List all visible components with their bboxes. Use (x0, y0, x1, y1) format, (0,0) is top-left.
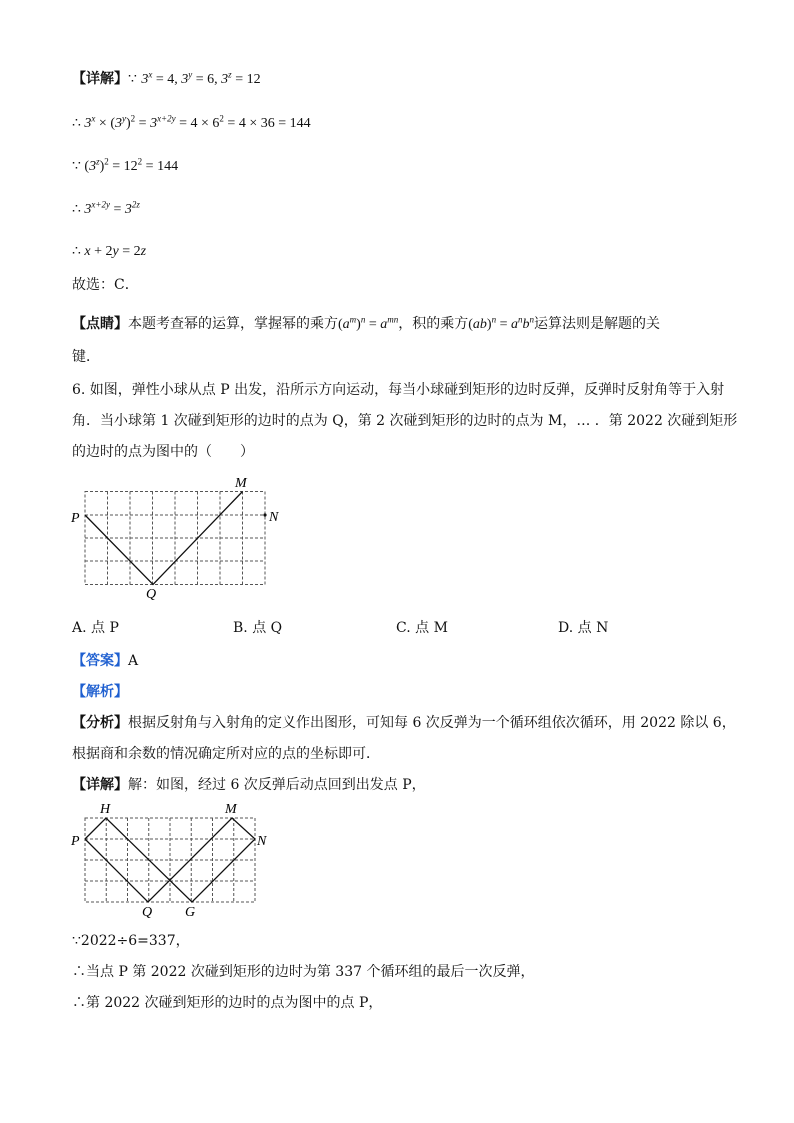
analysis-heading (72, 683, 128, 701)
tip-text-2: ，积的乘方 (398, 316, 469, 332)
q6-detail-label: 【详解】 (72, 777, 128, 793)
equation-step2: ∵ $(3^z)^2 = 12^2 = 144$ (72, 156, 179, 174)
q6-detail-line (72, 776, 426, 794)
option-a: A. 点 P (72, 620, 119, 636)
power-rule-formula: $(a^m)^n = a^{mn}$ (338, 314, 399, 332)
fig2-label-G: G (185, 905, 196, 920)
analysis-line1 (72, 714, 736, 732)
q5-step3 (72, 200, 140, 219)
q5-tip-line2: 键． (72, 349, 100, 365)
q5-step2 (72, 157, 178, 176)
fig1-label-P: P (71, 511, 80, 526)
tip-text-3: 运算法则是解题的关 (534, 316, 660, 332)
q6-stem-line3: 的边时的点为图中的（ ） (72, 444, 254, 460)
equation-step4: ∴ x + 2y = 2z (72, 244, 147, 259)
tip-text-1: 本题考查幂的运算，掌握幂的乘方 (128, 316, 338, 332)
product-rule-formula: $(ab)^n = a^nb^n$ (468, 314, 534, 332)
detail-label: 【详解】 (72, 71, 128, 87)
fig2-label-Q: Q (142, 905, 153, 920)
option-d: D. 点 N (558, 620, 609, 636)
fig1-label-Q: Q (146, 587, 157, 600)
tip-label: 【点睛】 (72, 316, 128, 332)
since-symbol: ∵ (128, 71, 142, 87)
q5-step4 (72, 242, 146, 261)
q5-detail-line (72, 70, 261, 89)
q6-stem-line1: 6. 如图，弹性小球从点 P 出发，沿所示方向运动，每当小球碰到矩形的边时反弹，反弹时反射角等于入射 (72, 382, 725, 398)
figure-2-grid (62, 798, 282, 928)
q6-detail-text: 解：如图，经过 6 次反弹后动点回到出发点 P， (128, 777, 426, 793)
solution-line1: ∵2022÷6=337， (72, 933, 190, 949)
answer-label: 【答案】 (72, 653, 128, 669)
given-equations: $3^x = 4$, $3^y = 6$, $3^z = 12$ (141, 69, 261, 87)
q6-stem-line2: 角．当小球第 1 次碰到矩形的边时的点为 Q，第 2 次碰到矩形的边时的点为 M，… ．第 2022 次碰到矩形 (72, 413, 738, 429)
q5-step1 (72, 114, 311, 133)
fig1-label-M: M (235, 476, 247, 491)
figure-1-grid (62, 470, 302, 600)
fig2-label-P: P (71, 834, 80, 849)
q5-choice: 故选：C． (72, 277, 139, 293)
option-c: C. 点 M (396, 620, 448, 636)
analysis-label: 【解析】 (72, 684, 128, 700)
solution-line3: ∴第 2022 次碰到矩形的边时的点为图中的点 P， (72, 995, 383, 1011)
answer-line (72, 652, 138, 670)
q5-tip-line1 (72, 315, 660, 334)
fig2-label-N: N (257, 834, 267, 849)
equation-step3: ∴ $3^{x+2y} = 3^{2z}$ (72, 199, 140, 217)
option-b: B. 点 Q (233, 620, 283, 636)
analysis-line2: 根据商和余数的情况确定所对应的点的坐标即可． (72, 746, 380, 762)
fig2-label-H: H (100, 802, 111, 817)
analysis-text-1: 根据反射角与入射角的定义作出图形，可知每 6 次反弹为一个循环组依次循环，用 2022 除以 6， (128, 715, 736, 731)
fig2-label-M: M (225, 802, 237, 817)
fig1-label-N: N (269, 510, 279, 525)
equation-step1: ∴ $3^x \times (3^y)^2 = 3^{x+2y} = 4 \times 6^2 = 4 \times 36 = 144$ (72, 113, 311, 131)
answer-value: A (128, 653, 139, 669)
analyze-label: 【分析】 (72, 715, 128, 731)
solution-line2: ∴当点 P 第 2022 次碰到矩形的边时为第 337 个循环组的最后一次反弹， (72, 964, 535, 980)
